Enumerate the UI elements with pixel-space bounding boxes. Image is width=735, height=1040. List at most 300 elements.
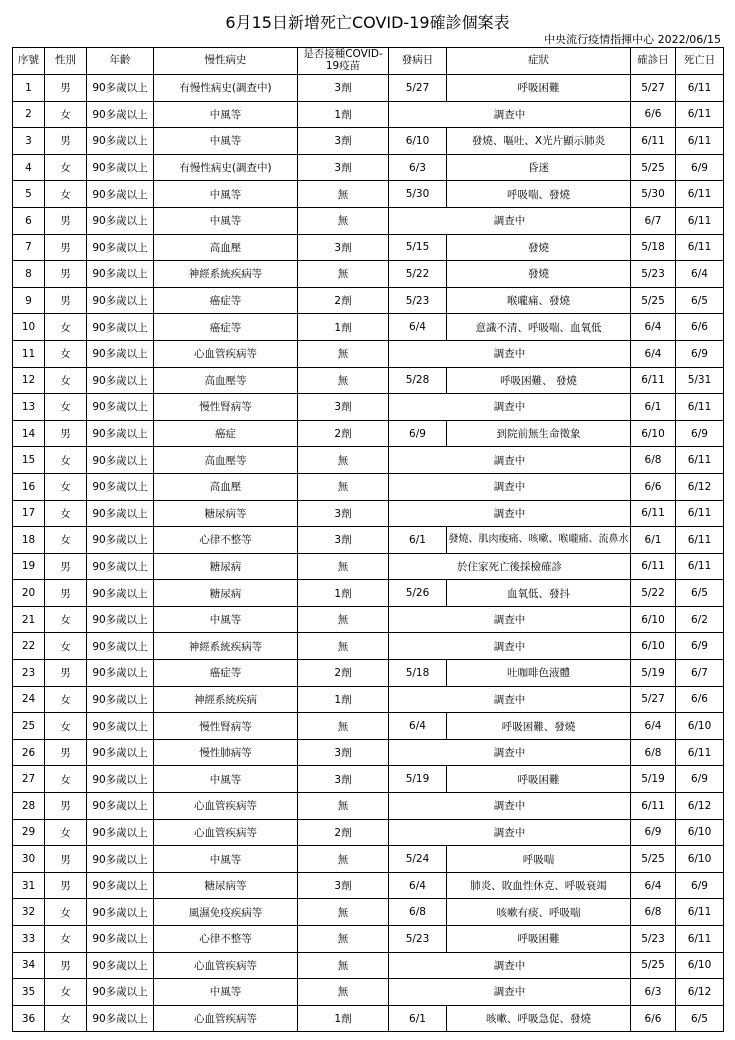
cell-disease: 神經系統疾病等 xyxy=(154,261,298,288)
cell-no: 19 xyxy=(13,553,45,580)
cell-death: 6/11 xyxy=(676,500,724,527)
cell-no: 21 xyxy=(13,606,45,633)
cell-age: 90多歲以上 xyxy=(87,340,154,367)
table-row xyxy=(13,181,724,208)
cell-symptom: 調查中 xyxy=(389,473,631,500)
cell-onset: 5/15 xyxy=(389,234,447,261)
cell-no: 16 xyxy=(13,473,45,500)
cell-confirm: 6/4 xyxy=(631,713,676,740)
cell-disease: 癌症等 xyxy=(154,314,298,341)
cell-age: 90多歲以上 xyxy=(87,979,154,1006)
table-row xyxy=(13,154,724,181)
table-row xyxy=(13,473,724,500)
cell-no: 34 xyxy=(13,952,45,979)
cell-vaccine: 無 xyxy=(298,793,389,820)
cell-death: 6/11 xyxy=(676,101,724,128)
cell-sex: 男 xyxy=(45,420,87,447)
table-row xyxy=(13,128,724,155)
cell-death: 6/9 xyxy=(676,766,724,793)
cell-onset: 6/10 xyxy=(389,128,447,155)
cell-age: 90多歲以上 xyxy=(87,101,154,128)
table-row xyxy=(13,899,724,926)
table-row xyxy=(13,261,724,288)
cell-symptom: 於住家死亡後採檢確診 xyxy=(389,553,631,580)
cell-confirm: 6/4 xyxy=(631,340,676,367)
cell-vaccine: 1劑 xyxy=(298,580,389,607)
table-header-row xyxy=(13,48,724,75)
cell-disease: 中風等 xyxy=(154,846,298,873)
cell-vaccine: 無 xyxy=(298,952,389,979)
cell-vaccine: 3劑 xyxy=(298,128,389,155)
cell-symptom: 調查中 xyxy=(389,500,631,527)
cell-death: 6/11 xyxy=(676,926,724,953)
cell-onset: 6/4 xyxy=(389,314,447,341)
cell-disease: 高血壓 xyxy=(154,473,298,500)
cell-no: 23 xyxy=(13,660,45,687)
cell-confirm: 6/4 xyxy=(631,314,676,341)
cell-age: 90多歲以上 xyxy=(87,580,154,607)
cell-sex: 男 xyxy=(45,872,87,899)
cell-disease: 中風等 xyxy=(154,979,298,1006)
cell-age: 90多歲以上 xyxy=(87,846,154,873)
table-row xyxy=(13,766,724,793)
cell-symptom: 呼吸困難 xyxy=(447,766,631,793)
cell-age: 90多歲以上 xyxy=(87,75,154,102)
cell-no: 4 xyxy=(13,154,45,181)
cell-no: 13 xyxy=(13,394,45,421)
cell-age: 90多歲以上 xyxy=(87,872,154,899)
header-age: 年齡 xyxy=(87,48,154,75)
cell-age: 90多歲以上 xyxy=(87,394,154,421)
cell-onset: 5/22 xyxy=(389,261,447,288)
cell-sex: 女 xyxy=(45,1005,87,1032)
cell-confirm: 5/27 xyxy=(631,686,676,713)
table-row xyxy=(13,846,724,873)
cell-age: 90多歲以上 xyxy=(87,420,154,447)
cell-age: 90多歲以上 xyxy=(87,314,154,341)
cell-death: 6/5 xyxy=(676,580,724,607)
cell-disease: 癌症等 xyxy=(154,660,298,687)
cell-death: 6/12 xyxy=(676,793,724,820)
cell-disease: 心血管疾病等 xyxy=(154,1005,298,1032)
cell-sex: 男 xyxy=(45,660,87,687)
cell-vaccine: 1劑 xyxy=(298,686,389,713)
table-row xyxy=(13,287,724,314)
cell-no: 22 xyxy=(13,633,45,660)
cell-sex: 女 xyxy=(45,340,87,367)
cell-no: 36 xyxy=(13,1005,45,1032)
cell-symptom: 調查中 xyxy=(389,952,631,979)
table-row xyxy=(13,340,724,367)
cell-onset: 5/24 xyxy=(389,846,447,873)
cases-table xyxy=(12,47,724,1032)
cell-confirm: 6/6 xyxy=(631,101,676,128)
cell-age: 90多歲以上 xyxy=(87,633,154,660)
cell-symptom: 調查中 xyxy=(389,686,631,713)
cell-vaccine: 無 xyxy=(298,447,389,474)
cell-age: 90多歲以上 xyxy=(87,926,154,953)
cell-death: 6/11 xyxy=(676,739,724,766)
cell-symptom: 調查中 xyxy=(389,340,631,367)
cell-symptom: 到院前無生命徵象 xyxy=(447,420,631,447)
cell-vaccine: 3劑 xyxy=(298,75,389,102)
cell-vaccine: 無 xyxy=(298,181,389,208)
cell-confirm: 5/25 xyxy=(631,154,676,181)
cell-confirm: 6/6 xyxy=(631,1005,676,1032)
cell-onset: 5/28 xyxy=(389,367,447,394)
cell-symptom: 昏迷 xyxy=(447,154,631,181)
cell-sex: 女 xyxy=(45,447,87,474)
cell-sex: 男 xyxy=(45,261,87,288)
cell-symptom: 調查中 xyxy=(389,394,631,421)
header-sex: 性別 xyxy=(45,48,87,75)
cell-confirm: 6/8 xyxy=(631,447,676,474)
cell-age: 90多歲以上 xyxy=(87,447,154,474)
cell-disease: 中風等 xyxy=(154,128,298,155)
cell-confirm: 6/11 xyxy=(631,793,676,820)
cell-onset: 6/4 xyxy=(389,713,447,740)
table-row xyxy=(13,580,724,607)
cell-disease: 中風等 xyxy=(154,181,298,208)
cell-symptom: 意識不清、呼吸喘、血氧低 xyxy=(447,314,631,341)
cell-symptom: 血氧低、發抖 xyxy=(447,580,631,607)
cell-sex: 女 xyxy=(45,899,87,926)
cell-disease: 高血壓 xyxy=(154,234,298,261)
cell-disease: 心血管疾病等 xyxy=(154,793,298,820)
cell-age: 90多歲以上 xyxy=(87,553,154,580)
cell-vaccine: 3劑 xyxy=(298,527,389,554)
cell-confirm: 5/19 xyxy=(631,766,676,793)
cell-vaccine: 無 xyxy=(298,261,389,288)
cell-sex: 女 xyxy=(45,181,87,208)
cell-death: 6/5 xyxy=(676,287,724,314)
table-row xyxy=(13,979,724,1006)
cell-symptom: 調查中 xyxy=(389,739,631,766)
cell-disease: 心血管疾病等 xyxy=(154,819,298,846)
cell-confirm: 6/6 xyxy=(631,473,676,500)
cell-sex: 男 xyxy=(45,846,87,873)
cell-age: 90多歲以上 xyxy=(87,713,154,740)
cell-no: 31 xyxy=(13,872,45,899)
cell-age: 90多歲以上 xyxy=(87,660,154,687)
table-row xyxy=(13,633,724,660)
cell-vaccine: 無 xyxy=(298,979,389,1006)
cell-age: 90多歲以上 xyxy=(87,766,154,793)
cell-confirm: 6/1 xyxy=(631,527,676,554)
cell-age: 90多歲以上 xyxy=(87,473,154,500)
cell-sex: 女 xyxy=(45,686,87,713)
cell-onset: 6/3 xyxy=(389,154,447,181)
cell-death: 6/9 xyxy=(676,633,724,660)
cell-death: 6/9 xyxy=(676,872,724,899)
cell-sex: 女 xyxy=(45,394,87,421)
cell-symptom: 呼吸喘、發燒 xyxy=(447,181,631,208)
cell-onset: 5/30 xyxy=(389,181,447,208)
cell-symptom: 調查中 xyxy=(389,606,631,633)
cell-sex: 女 xyxy=(45,101,87,128)
table-row xyxy=(13,367,724,394)
table-row xyxy=(13,686,724,713)
cell-disease: 糖尿病等 xyxy=(154,500,298,527)
cell-vaccine: 3劑 xyxy=(298,739,389,766)
cell-sex: 女 xyxy=(45,367,87,394)
cell-onset: 5/27 xyxy=(389,75,447,102)
table-row xyxy=(13,75,724,102)
cell-age: 90多歲以上 xyxy=(87,261,154,288)
cell-symptom: 發燒 xyxy=(447,234,631,261)
cell-onset: 6/8 xyxy=(389,899,447,926)
cell-vaccine: 1劑 xyxy=(298,1005,389,1032)
table-row xyxy=(13,447,724,474)
cell-confirm: 5/30 xyxy=(631,181,676,208)
cell-vaccine: 無 xyxy=(298,553,389,580)
cell-no: 2 xyxy=(13,101,45,128)
cell-onset: 6/1 xyxy=(389,1005,447,1032)
cell-symptom: 呼吸困難 xyxy=(447,75,631,102)
table-row xyxy=(13,101,724,128)
cell-sex: 男 xyxy=(45,553,87,580)
cell-symptom: 發燒、嘔吐、X光片顯示肺炎 xyxy=(447,128,631,155)
cell-age: 90多歲以上 xyxy=(87,899,154,926)
cell-death: 6/12 xyxy=(676,979,724,1006)
cell-no: 15 xyxy=(13,447,45,474)
cell-confirm: 5/25 xyxy=(631,846,676,873)
cell-no: 20 xyxy=(13,580,45,607)
cell-confirm: 6/7 xyxy=(631,207,676,234)
cell-confirm: 5/22 xyxy=(631,580,676,607)
cell-vaccine: 2劑 xyxy=(298,420,389,447)
cell-vaccine: 無 xyxy=(298,633,389,660)
cell-onset: 5/26 xyxy=(389,580,447,607)
cell-sex: 男 xyxy=(45,287,87,314)
document-title: 6月15日新增死亡COVID-19確診個案表 xyxy=(225,13,510,32)
cell-age: 90多歲以上 xyxy=(87,819,154,846)
table-row xyxy=(13,713,724,740)
cell-sex: 男 xyxy=(45,75,87,102)
cell-vaccine: 無 xyxy=(298,473,389,500)
cell-death: 6/6 xyxy=(676,314,724,341)
cell-sex: 男 xyxy=(45,207,87,234)
cell-death: 5/31 xyxy=(676,367,724,394)
cell-symptom: 調查中 xyxy=(389,979,631,1006)
cell-confirm: 6/10 xyxy=(631,633,676,660)
cell-death: 6/11 xyxy=(676,394,724,421)
cell-no: 10 xyxy=(13,314,45,341)
cell-death: 6/11 xyxy=(676,553,724,580)
cell-no: 18 xyxy=(13,527,45,554)
cell-vaccine: 無 xyxy=(298,367,389,394)
cell-vaccine: 2劑 xyxy=(298,660,389,687)
cell-disease: 高血壓等 xyxy=(154,447,298,474)
cell-symptom: 調查中 xyxy=(389,793,631,820)
cell-age: 90多歲以上 xyxy=(87,367,154,394)
cell-age: 90多歲以上 xyxy=(87,739,154,766)
cell-sex: 男 xyxy=(45,739,87,766)
cell-sex: 女 xyxy=(45,766,87,793)
cell-death: 6/10 xyxy=(676,819,724,846)
cell-death: 6/9 xyxy=(676,340,724,367)
cell-symptom: 肺炎、敗血性休克、呼吸衰竭 xyxy=(447,872,631,899)
cell-no: 25 xyxy=(13,713,45,740)
header-death: 死亡日 xyxy=(676,48,724,75)
cell-vaccine: 3劑 xyxy=(298,394,389,421)
cell-age: 90多歲以上 xyxy=(87,793,154,820)
cell-disease: 有慢性病史(調查中) xyxy=(154,154,298,181)
cell-disease: 有慢性病史(調查中) xyxy=(154,75,298,102)
cell-no: 35 xyxy=(13,979,45,1006)
cell-symptom: 調查中 xyxy=(389,101,631,128)
cell-sex: 男 xyxy=(45,234,87,261)
header-disease: 慢性病史 xyxy=(154,48,298,75)
cell-no: 11 xyxy=(13,340,45,367)
cell-symptom: 呼吸困難、發燒 xyxy=(447,713,631,740)
cell-death: 6/11 xyxy=(676,128,724,155)
cell-age: 90多歲以上 xyxy=(87,128,154,155)
cell-symptom: 調查中 xyxy=(389,819,631,846)
cell-confirm: 6/10 xyxy=(631,606,676,633)
cell-vaccine: 無 xyxy=(298,846,389,873)
cell-symptom: 吐咖啡色液體 xyxy=(447,660,631,687)
cell-onset: 5/23 xyxy=(389,926,447,953)
cell-confirm: 6/10 xyxy=(631,420,676,447)
table-body xyxy=(13,75,724,1032)
cell-no: 29 xyxy=(13,819,45,846)
cell-vaccine: 無 xyxy=(298,606,389,633)
cell-no: 32 xyxy=(13,899,45,926)
cell-death: 6/11 xyxy=(676,447,724,474)
cell-confirm: 6/8 xyxy=(631,739,676,766)
table-row xyxy=(13,420,724,447)
cell-confirm: 6/11 xyxy=(631,128,676,155)
cell-sex: 女 xyxy=(45,926,87,953)
cell-confirm: 5/27 xyxy=(631,75,676,102)
cell-disease: 心血管疾病等 xyxy=(154,952,298,979)
cell-confirm: 6/1 xyxy=(631,394,676,421)
cell-no: 26 xyxy=(13,739,45,766)
cell-no: 17 xyxy=(13,500,45,527)
cell-disease: 高血壓等 xyxy=(154,367,298,394)
table-row xyxy=(13,660,724,687)
cell-disease: 中風等 xyxy=(154,766,298,793)
cell-symptom: 發燒 xyxy=(447,261,631,288)
cell-age: 90多歲以上 xyxy=(87,207,154,234)
cell-confirm: 6/3 xyxy=(631,979,676,1006)
cell-age: 90多歲以上 xyxy=(87,952,154,979)
cell-no: 9 xyxy=(13,287,45,314)
cell-vaccine: 無 xyxy=(298,926,389,953)
cell-confirm: 5/19 xyxy=(631,660,676,687)
cell-disease: 癌症 xyxy=(154,420,298,447)
cell-disease: 中風等 xyxy=(154,101,298,128)
cell-sex: 女 xyxy=(45,473,87,500)
cell-death: 6/11 xyxy=(676,527,724,554)
cell-vaccine: 無 xyxy=(298,207,389,234)
cell-sex: 女 xyxy=(45,633,87,660)
header-symptom: 症狀 xyxy=(447,48,631,75)
cell-onset: 5/19 xyxy=(389,766,447,793)
cell-confirm: 5/25 xyxy=(631,952,676,979)
cell-no: 6 xyxy=(13,207,45,234)
cell-onset: 5/18 xyxy=(389,660,447,687)
cell-death: 6/10 xyxy=(676,846,724,873)
table-row xyxy=(13,739,724,766)
cell-symptom: 呼吸喘 xyxy=(447,846,631,873)
cell-symptom: 咳嗽有痰、呼吸喘 xyxy=(447,899,631,926)
cell-symptom: 調查中 xyxy=(389,447,631,474)
cell-vaccine: 3劑 xyxy=(298,872,389,899)
cell-no: 8 xyxy=(13,261,45,288)
cell-sex: 女 xyxy=(45,819,87,846)
header-vaccine: 是否接種COVID-19疫苗 xyxy=(298,48,389,75)
cell-confirm: 6/11 xyxy=(631,553,676,580)
cell-onset: 6/4 xyxy=(389,872,447,899)
table-row xyxy=(13,500,724,527)
cell-vaccine: 3劑 xyxy=(298,766,389,793)
cell-death: 6/4 xyxy=(676,261,724,288)
cell-onset: 5/23 xyxy=(389,287,447,314)
cell-sex: 女 xyxy=(45,154,87,181)
cell-age: 90多歲以上 xyxy=(87,181,154,208)
table-row xyxy=(13,553,724,580)
cell-death: 6/7 xyxy=(676,660,724,687)
cell-disease: 中風等 xyxy=(154,606,298,633)
cell-death: 6/5 xyxy=(676,1005,724,1032)
cell-age: 90多歲以上 xyxy=(87,527,154,554)
cell-disease: 慢性腎病等 xyxy=(154,394,298,421)
cell-age: 90多歲以上 xyxy=(87,606,154,633)
cell-sex: 男 xyxy=(45,580,87,607)
cell-death: 6/11 xyxy=(676,75,724,102)
cell-no: 3 xyxy=(13,128,45,155)
cell-symptom: 調查中 xyxy=(389,207,631,234)
table-row xyxy=(13,793,724,820)
cell-symptom: 呼吸困難、 發燒 xyxy=(447,367,631,394)
table-row xyxy=(13,527,724,554)
cell-vaccine: 無 xyxy=(298,340,389,367)
cell-disease: 慢性腎病等 xyxy=(154,713,298,740)
header-confirm: 確診日 xyxy=(631,48,676,75)
cell-vaccine: 1劑 xyxy=(298,101,389,128)
cell-disease: 心律不整等 xyxy=(154,926,298,953)
header-onset: 發病日 xyxy=(389,48,447,75)
cell-vaccine: 1劑 xyxy=(298,314,389,341)
cell-vaccine: 2劑 xyxy=(298,819,389,846)
cell-disease: 風濕免疫疾病等 xyxy=(154,899,298,926)
cell-death: 6/11 xyxy=(676,234,724,261)
document-subtitle: 中央流行疫情指揮中心 2022/06/15 xyxy=(544,33,721,46)
cell-sex: 女 xyxy=(45,527,87,554)
header-no: 序號 xyxy=(13,48,45,75)
cell-confirm: 5/25 xyxy=(631,287,676,314)
cell-age: 90多歲以上 xyxy=(87,1005,154,1032)
cell-vaccine: 3劑 xyxy=(298,234,389,261)
cell-age: 90多歲以上 xyxy=(87,500,154,527)
cell-confirm: 5/23 xyxy=(631,261,676,288)
cell-death: 6/6 xyxy=(676,686,724,713)
cell-confirm: 5/18 xyxy=(631,234,676,261)
cell-disease: 神經系統疾病等 xyxy=(154,633,298,660)
cell-symptom: 發燒、肌肉痠痛、咳嗽、喉嚨痛、流鼻水 xyxy=(447,527,631,554)
cell-vaccine: 2劑 xyxy=(298,287,389,314)
cell-age: 90多歲以上 xyxy=(87,234,154,261)
cell-sex: 女 xyxy=(45,606,87,633)
cell-death: 6/12 xyxy=(676,473,724,500)
cell-confirm: 6/8 xyxy=(631,899,676,926)
cell-symptom: 調查中 xyxy=(389,633,631,660)
cell-no: 5 xyxy=(13,181,45,208)
cell-sex: 女 xyxy=(45,979,87,1006)
cell-no: 27 xyxy=(13,766,45,793)
